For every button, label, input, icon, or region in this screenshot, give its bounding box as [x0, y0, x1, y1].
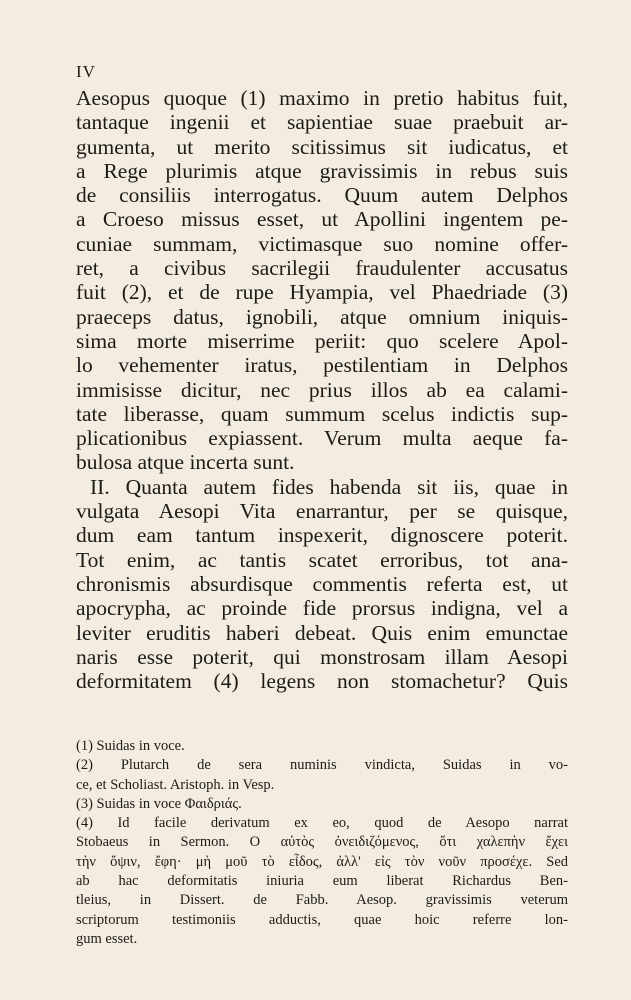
page-number: IV: [76, 62, 96, 81]
text-line: fuit (2), et de rupe Hyampia, vel Phaedriade (3): [76, 280, 568, 305]
text-line: tate liberasse, quam summum scelus indictis sup-: [76, 401, 568, 426]
text-line: Tot enim, ac tantis scatet erroribus, tot ana-: [76, 547, 568, 572]
footnote-line: ce, et Scholiast. Aristoph. in Vesp.: [76, 776, 275, 793]
text-line: deformitatem (4) legens non stomachetur? Quis: [76, 669, 568, 694]
text-line: dum eam tantum inspexerit, dignoscere poterit.: [76, 523, 568, 548]
main-text: [76, 86, 568, 693]
text-line: leviter eruditis haberi debeat. Quis enim emunctae: [76, 620, 568, 645]
footnote-line: ab hac deformitatis iniuria eum liberat Richardus Ben-: [76, 873, 568, 890]
footnote-line: (4) Id facile derivatum ex eo, quod de Aesopo narrat: [76, 815, 568, 832]
text-line: praeceps datus, ignobili, atque omnium iniquis-: [76, 304, 568, 329]
text-line: gumenta, ut merito scitissimus sit iudicatus, et: [76, 134, 568, 159]
text-line: Aesopus quoque (1) maximo in pretio habitus fuit,: [76, 86, 568, 110]
footnote-line: (3) Suidas in voce Φαιδριάς.: [76, 795, 242, 812]
text-line: lo vehementer iratus, pestilentiam in Delphos: [76, 353, 568, 378]
footnote-line: (1) Suidas in voce.: [76, 738, 185, 754]
text-line: naris esse poterit, qui monstrosam illam Aesopi: [76, 644, 568, 669]
text-line: ret, a civibus sacrilegii fraudulenter accusatus: [76, 256, 568, 281]
text-line: II. Quanta autem fides habenda sit iis, quae in: [90, 474, 568, 499]
text-line: bulosa atque incerta sunt.: [76, 450, 295, 475]
footnote-line: τὴν ὄψιν, ἔφη· μὴ μοῦ τὸ εἶδος, ἀλλ' εἰς τὸν νοῦν προσέχε. Sed: [76, 853, 568, 870]
text-line: tantaque ingenii et sapientiae suae praebuit ar-: [76, 110, 568, 135]
footnote-line: tleius, in Dissert. de Fabb. Aesop. gravissimis veterum: [76, 892, 568, 909]
footnotes: [76, 737, 568, 949]
text-line: de consiliis interrogatus. Quum autem Delphos: [76, 183, 568, 208]
footnote-line: scriptorum testimoniis adductis, quae hoic referre lon-: [76, 911, 568, 928]
text-line: a Croeso missus esset, ut Apollini ingentem pe-: [76, 207, 568, 232]
text-line: vulgata Aesopi Vita enarrantur, per se quisque,: [76, 499, 568, 524]
text-line: chronismis absurdisque commentis referta est, ut: [76, 571, 568, 596]
text-line: sima morte miserrime periit: quo scelere Apol-: [76, 328, 568, 353]
text-line: cuniae summam, victimasque suo nomine offer-: [76, 231, 568, 256]
footnote-line: (2) Plutarch de sera numinis vindicta, Suidas in vo-: [76, 757, 568, 774]
text-line: plicationibus expiassent. Verum multa aeque fa-: [76, 426, 568, 451]
text-line: apocrypha, ac proinde fide prorsus indigna, vel a: [76, 596, 568, 621]
text-line: immisisse dicitur, nec prius illos ab ea calami-: [76, 377, 568, 402]
text-line: a Rege plurimis atque gravissimis in rebus suis: [76, 158, 568, 183]
footnote-line: Stobaeus in Sermon. Ο αὐτὸς ὀνειδιζόμενος, ὅτι χαλεπὴν ἔχει: [76, 834, 568, 851]
footnote-line: gum esset.: [76, 930, 138, 947]
